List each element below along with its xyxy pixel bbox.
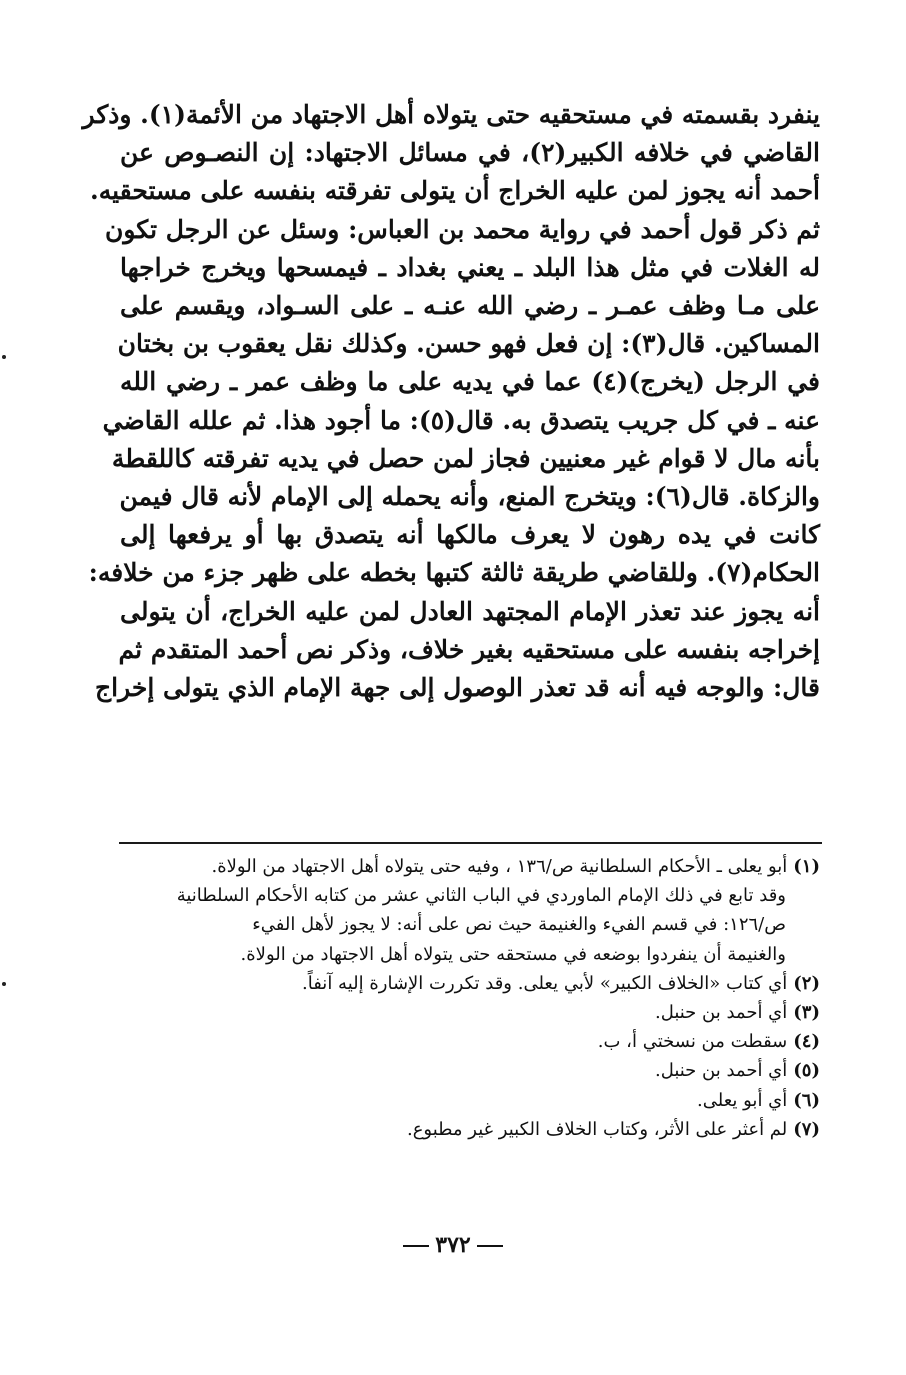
footnote-text: أي أحمد بن حنبل. [654, 1060, 788, 1082]
footnote-7 [116, 1115, 820, 1144]
body-line: القاضي في خلافه الكبير(٢)، في مسائل الاجتهاد: إن النصـوص عن [120, 138, 820, 168]
page-number-dash-right [403, 1245, 429, 1247]
body-line: ينفرد بقسمته في مستحقيه حتى يتولاه أهل الاجتهاد من الأئمة(١). وذكر [82, 100, 820, 129]
footnote-4 [116, 1027, 820, 1056]
footnote-separator-rule [119, 842, 822, 844]
footnote-text: سقطت من نسختي أ، ب. [597, 1031, 788, 1053]
footnote-number: (٦) [793, 1089, 820, 1111]
footnote-1 [116, 852, 820, 969]
body-line: في الرجل (يخرج)(٤) عما في يديه على ما وظف عمر ـ رضي الله [120, 367, 820, 397]
body-line: عنه ـ في كل جريب يتصدق به. قال(٥): ما أجود هذا. ثم علله القاضي [102, 405, 820, 435]
footnote-line [116, 1056, 820, 1085]
page-number [0, 1232, 906, 1258]
footnote-text: أي أبو يعلى. [697, 1089, 788, 1111]
footnote-line: ص/١٢٦: في قسم الفيء والغنيمة حيث نص على أنه: لا يجوز لأهل الفيء [252, 914, 786, 936]
body-line: كانت في يده رهون لا يعرف مالكها أنه يتصدق بها أو يرفعها إلى [120, 520, 820, 550]
main-body-text [82, 96, 820, 707]
footnote-3 [116, 998, 820, 1027]
footnote-number: (٢) [793, 972, 820, 994]
body-line: على مـا وظف عمـر ـ رضي الله عنـه ـ على السـواد، ويقسم على [120, 291, 820, 321]
footnote-line: والغنيمة أن ينفردوا بوضعه في مستحقه حتى يتولاه أهل الاجتهاد من الولاة. [240, 943, 786, 965]
footnote-line [116, 969, 820, 998]
body-line: بأنه مال لا قوام غير معنيين فجاز لمن حصل في يديه تفرقته كاللقطة [111, 443, 820, 473]
footnote-number: (٥) [793, 1060, 820, 1082]
footnote-6 [116, 1086, 820, 1115]
footnote-line [116, 1086, 820, 1115]
footnote-number: (٧) [793, 1118, 820, 1140]
body-line: قال: والوجه فيه أنه قد تعذر الوصول إلى جهة الإمام الذي يتولى إخراج [95, 673, 820, 703]
scan-edge-mark [2, 982, 6, 986]
footnote-text: لم أعثر على الأثر، وكتاب الخلاف الكبير غير مطبوع. [406, 1118, 788, 1140]
footnote-line [116, 1115, 820, 1144]
page-number-dash-left [477, 1245, 503, 1247]
footnote-line [116, 852, 820, 881]
footnote-line [116, 998, 820, 1027]
footnote-line: وقد تابع في ذلك الإمام الماوردي في الباب الثاني عشر من كتابه الأحكام السلطانية [176, 885, 786, 907]
body-line: إخراجه بنفسه على مستحقيه بغير خلاف، وذكر نص أحمد المتقدم ثم [118, 634, 820, 664]
footnote-number: (١) [793, 856, 820, 877]
footnote-line [116, 1027, 820, 1056]
body-line: والزكاة. قال(٦): ويتخرج المنع، وأنه يحمله إلى الإمام لأنه قال فيمن [119, 482, 820, 512]
footnote-2 [116, 969, 820, 998]
body-line: الحكام(٧). وللقاضي طريقة ثالثة كتبها بخطه على ظهر جزء من خلافه: [88, 558, 820, 588]
body-line: المساكين. قال(٣): إن فعل فهو حسن. وكذلك نقل يعقوب بن بختان [117, 329, 820, 359]
body-line: له الغلات في مثل هذا البلد ـ يعني بغداد ـ فيمسحها ويخرج خراجها [120, 252, 820, 282]
body-line: أحمد أنه يجوز لمن عليه الخراج أن يتولى تفرقته بنفسه على مستحقيه. [90, 176, 820, 206]
body-line: أنه يجوز عند تعذر الإمام المجتهد العادل لمن عليه الخراج، أن يتولى [120, 596, 820, 626]
footnote-number: (٤) [793, 1031, 820, 1053]
footnote-text: أبو يعلى ـ الأحكام السلطانية ص/١٣٦ ، وفيه حتى يتولاه أهل الاجتهاد من الولاة. [211, 856, 788, 877]
body-line: ثم ذكر قول أحمد في رواية محمد بن العباس: وسئل عن الرجل تكون [105, 214, 820, 244]
footnotes-section [116, 852, 820, 1144]
footnote-text: أي كتاب «الخلاف الكبير» لأبي يعلى. وقد تكررت الإشارة إليه آنفاً. [302, 972, 788, 994]
scan-edge-mark [2, 355, 6, 359]
footnote-5 [116, 1056, 820, 1085]
page-number-value: ٣٧٢ [435, 1232, 471, 1258]
footnote-text: أي أحمد بن حنبل. [654, 1002, 788, 1024]
footnote-number: (٣) [793, 1002, 820, 1024]
